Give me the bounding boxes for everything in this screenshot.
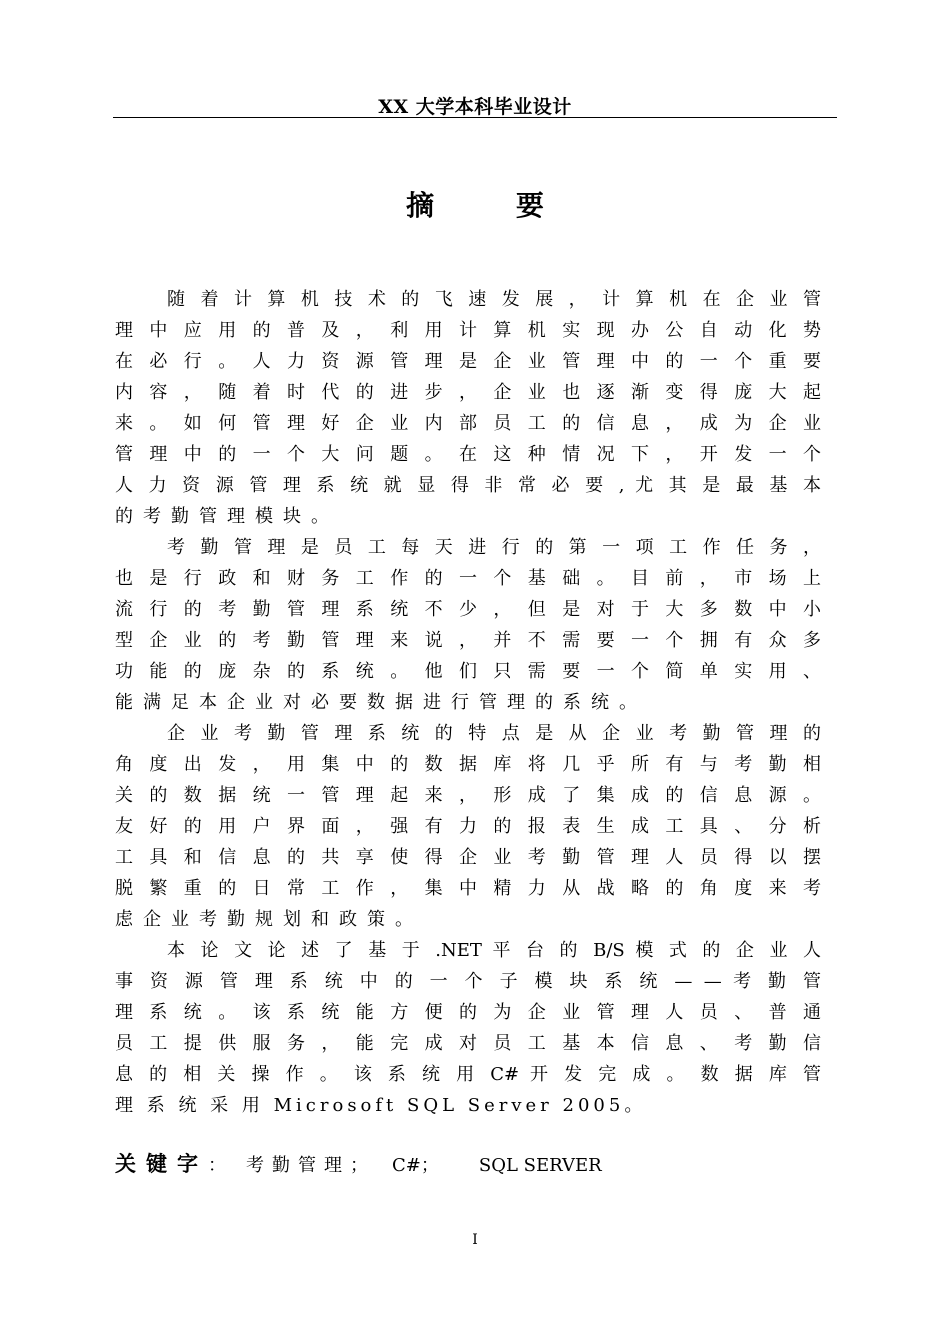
text-line: 功 能 的 庞 杂 的 系 统 。 他 们 只 需 要 一 个 简 单 实 用 、 [115,661,821,682]
text-line: 流 行 的 考 勤 管 理 系 统 不 少 ， 但 是 对 于 大 多 数 中 小 [115,599,821,620]
text-line: 友 好 的 用 户 界 面 ， 强 有 力 的 报 表 生 成 工 具 、 分 析 [115,816,821,837]
text-line: 关 的 数 据 统 一 管 理 起 来 ， 形 成 了 集 成 的 信 息 源 。 [115,785,821,806]
text-line: 角 度 出 发 ， 用 集 中 的 数 据 库 将 几 乎 所 有 与 考 勤 相 [115,754,821,775]
text-line: 理 中 应 用 的 普 及 ， 利 用 计 算 机 实 现 办 公 自 动 化 势 [115,320,821,341]
text-line: 来 。 如 何 管 理 好 企 业 内 部 员 工 的 信 息 ， 成 为 企 业 [115,413,821,434]
text-line: 随 着 计 算 机 技 术 的 飞 速 发 展 ， 计 算 机 在 企 业 管 [167,289,821,310]
text-line: 理 系 统 采 用 Microsoft SQL Server 2005。 [115,1095,647,1116]
text-line: 考 勤 管 理 是 员 工 每 天 进 行 的 第 一 项 工 作 任 务 ， [167,537,821,558]
text-line: 理 系 统 。 该 系 统 能 方 便 的 为 企 业 管 理 人 员 、 普 通 [115,1002,821,1023]
text-line: 事 资 源 管 理 系 统 中 的 一 个 子 模 块 系 统 — — 考 勤 管 [115,971,821,992]
text-line: 息 的 相 关 操 作 。 该 系 统 用 C# 开 发 完 成 。 数 据 库 管 [115,1064,821,1085]
page-number: I [472,1232,478,1248]
text-line: 脱 繁 重 的 日 常 工 作 ， 集 中 精 力 从 战 略 的 角 度 来 考 [115,878,821,899]
keyword-item: SQL SERVER [478,1155,602,1176]
keyword-item: 考勤管理； [246,1155,376,1176]
text-line: 的考勤管理模块。 [115,506,339,527]
header-rule [113,117,837,118]
text-line: 在 必 行 。 人 力 资 源 管 理 是 企 业 管 理 中 的 一 个 重 要 [115,351,821,372]
text-line: 也 是 行 政 和 财 务 工 作 的 一 个 基 础 。 目 前 ， 市 场 上 [115,568,821,589]
keywords-line [115,1148,602,1178]
text-line: 型 企 业 的 考 勤 管 理 来 说 ， 并 不 需 要 一 个 拥 有 众 多 [115,630,821,651]
keywords-label: 关键字 [115,1152,208,1176]
text-line: 企 业 考 勤 管 理 系 统 的 特 点 是 从 企 业 考 勤 管 理 的 [167,723,821,744]
text-line: 员 工 提 供 服 务 ， 能 完 成 对 员 工 基 本 信 息 、 考 勤 信 [115,1033,821,1054]
text-line: 本 论 文 论 述 了 基 于 .NET 平 台 的 B/S 模 式 的 企 业 人 [167,940,821,961]
text-line: 内 容 ， 随 着 时 代 的 进 步 ， 企 业 也 逐 渐 变 得 庞 大 起 [115,382,821,403]
abstract-title: 摘 要 [406,189,580,222]
text-line: 工 具 和 信 息 的 共 享 使 得 企 业 考 勤 管 理 人 员 得 以 摆 [115,847,821,868]
text-line: 人 力 资 源 管 理 系 统 就 显 得 非 常 必 要 , 尤 其 是 最 基 本 [115,475,821,496]
keyword-item: C#； [392,1155,439,1176]
page-header: XX 大学本科毕业设计 [378,96,572,118]
text-line: 能满足本企业对必要数据进行管理的系统。 [115,692,647,713]
text-line: 管 理 中 的 一 个 大 问 题 。 在 这 种 情 况 下 ， 开 发 一 个 [115,444,821,465]
keywords-separator: ： [208,1155,226,1176]
abstract-body [115,284,821,1121]
text-line: 虑企业考勤规划和政策。 [115,909,423,930]
